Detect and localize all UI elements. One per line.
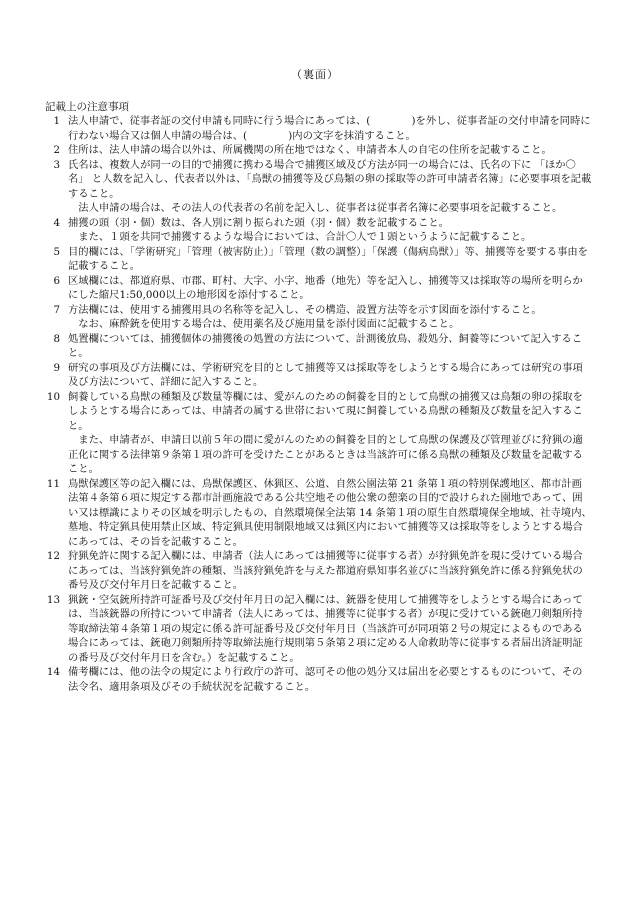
note-body: [68, 549, 592, 593]
note-item: [38, 665, 592, 694]
note-number: 9: [53, 361, 60, 374]
note-item: [38, 143, 592, 158]
note-item: [38, 361, 592, 390]
note-paragraph: 住所は、法人申請の場合以外は、所属機関の所在地ではなく、申請者本人の自宅の住所を記載すること。: [68, 144, 552, 156]
note-body: [68, 303, 592, 332]
note-paragraph: 飼養している鳥獣の種類及び数量等欄には、愛がんのための飼養を目的として鳥獣の捕獲又は鳥類の卵の採取をしようとする場合にあっては、申請者の属する世帯において現に飼養している鳥獣の種類及び数量を記入すること。: [68, 390, 583, 432]
note-number: 4: [53, 216, 60, 229]
note-body: [68, 245, 592, 274]
note-number: 3: [53, 158, 60, 171]
note-number: 11: [46, 477, 60, 490]
note-item: [38, 245, 592, 274]
note-paragraph: 氏名は、複数人が同一の目的で捕獲に携わる場合で捕獲区域及び方法が同一の場合には、氏名の下に 「ほか〇名」 と人数を記入し、代表者以外は、「鳥獣の捕獲等及び鳥類の卵の採取等の許可申請者名簿」に必要事項を記載すること。: [68, 158, 592, 200]
note-paragraph: 猟銃・空気銃所持許可証番号及び交付年月日の記入欄には、銃器を使用して捕獲等をしようとする場合にあっては、当該銃器の所持について申請者（法人にあっては、捕獲等に従事する者）が現に受けている銃砲刀剣類所持等取締法第４条第１項の規定に係る許可証番号及び交付年月日（当該許可が同項第２号の規定によるものである場合にあっては、銃砲刀剣類所持等取締法施行規則第５条第２項に定める人命救助等に従事する者届出済証明証の番号及び交付年月日を含む。）を記載すること。: [68, 593, 583, 664]
note-item: [38, 158, 592, 216]
note-paragraph: 鳥獣保護区等の記入欄には、鳥獣保護区、休猟区、公道、自然公園法第 21 条第１項の特別保護地区、都市計画法第４条第６項に規定する都市計画施設である公共空地その他公衆の憩楽の目的で設けられた園地であって、囲い又は標識によりその区域を明示したもの、自然環境保全法第 14 条第１項の原生自然環境保全地域、社寺境内、墓地、特定猟具使用禁止区域、特定猟具使用制限地域又は猟区内において捕獲等又は採取等をしようとする場合にあっては、その旨を記載すること。: [68, 477, 592, 548]
note-item: [38, 549, 592, 593]
note-number: 10: [46, 390, 60, 403]
note-body: [68, 114, 592, 143]
note-item: [38, 390, 592, 477]
note-number: 14: [46, 666, 60, 678]
note-item: [38, 114, 592, 143]
note-number: 2: [53, 144, 60, 156]
note-paragraph: 狩猟免許に関する記入欄には、申請者（法人にあっては捕獲等に従事する者）が狩猟免許を現に受けている場合にあっては、当該狩猟免許の種類、当該狩猟免許を与えた都道府県知事名並びに当該狩猟免許に係る狩猟免状の番号及び交付年月日を記載すること。: [68, 550, 583, 591]
note-item: [38, 303, 592, 332]
note-number: 8: [53, 332, 60, 345]
note-body: [68, 274, 592, 303]
note-number: 5: [53, 245, 60, 258]
note-number: 13: [46, 593, 60, 606]
notes-heading: 記載上の注意事項: [45, 101, 129, 113]
notes-list: [38, 114, 592, 694]
note-item: [38, 477, 592, 550]
note-paragraph: 法人申請で、従事者証の交付申請も同時に行う場合にあっては、( )を外し、従事者証の交付申請を同時に行わない場合又は個人申請の場合は、( )内の文字を抹消すること。: [68, 115, 591, 142]
note-number: 7: [53, 303, 60, 316]
note-paragraph: 研究の事項及び方法欄には、学術研究を目的として捕獲等又は採取等をしようとする場合にあっては研究の事項及び方法について、詳細に記入すること。: [68, 361, 583, 388]
note-paragraph: 法人申請の場合は、その法人の代表者の名前を記入し、従事者は従事者名簿に必要事項を記載すること。: [78, 202, 563, 214]
note-item: [38, 332, 592, 361]
note-body: [68, 216, 592, 245]
note-number: 12: [46, 550, 60, 562]
note-body: [68, 665, 592, 694]
note-body: [68, 332, 592, 361]
note-body: [68, 361, 592, 390]
note-paragraph: 処置欄については、捕獲個体の捕獲後の処置の方法について、計測後放鳥、殺処分、飼養等について記入すること。: [68, 332, 583, 359]
note-paragraph: また、１頭を共同で捕獲するような場合においては、合計〇人で１頭というように記載すること。: [78, 231, 532, 243]
note-body: [68, 477, 592, 550]
note-paragraph: なお、麻酔銃を使用する場合は、使用薬名及び施用量を添付図面に記載すること。: [78, 318, 460, 330]
note-item: [38, 216, 592, 245]
note-paragraph: 区域欄には、都道府県、市郡、町村、大字、小字、地番（地先）等を記入し、捕獲等又は採取等の場所を明らかにした縮尺1:50,000以上の地形図を添付すること。: [68, 274, 583, 301]
note-body: [68, 593, 592, 666]
note-paragraph: 目的欄には、「学術研究」「管理（被害防止）」「管理（数の調整）」「保護（傷病鳥獣）」等、捕獲等を要する事由を記載すること。: [68, 245, 588, 272]
note-number: 1: [53, 115, 60, 127]
note-paragraph: 捕獲の頭（羽・個）数は、各人別に割り振られた頭（羽・個）数を記載すること。: [68, 216, 449, 229]
note-item: [38, 274, 592, 303]
note-paragraph: 備考欄には、他の法令の規定により行政庁の許可、認可その他の処分又は届出を必要とするものについて、その法令名、適用条項及びその手続状況を記載すること。: [68, 666, 583, 693]
note-paragraph: また、申請者が、申請日以前５年の間に愛がんのための飼養を目的として鳥獣の保護及び管理並びに狩猟の適正化に関する法律第９条第１項の許可を受けたことがあるときは当該許可に係る鳥獣の種類及び数量を記載すること。: [68, 434, 583, 475]
note-paragraph: 方法欄には、使用する捕獲用具の名称等を記入し、その構造、設置方法等を示す図面を添付すること。: [68, 303, 542, 316]
note-body: [68, 143, 592, 158]
note-item: [38, 593, 592, 666]
page-title: （裏面）: [291, 68, 339, 81]
note-body: [68, 158, 592, 216]
note-number: 6: [53, 274, 60, 287]
note-body: [68, 390, 592, 477]
